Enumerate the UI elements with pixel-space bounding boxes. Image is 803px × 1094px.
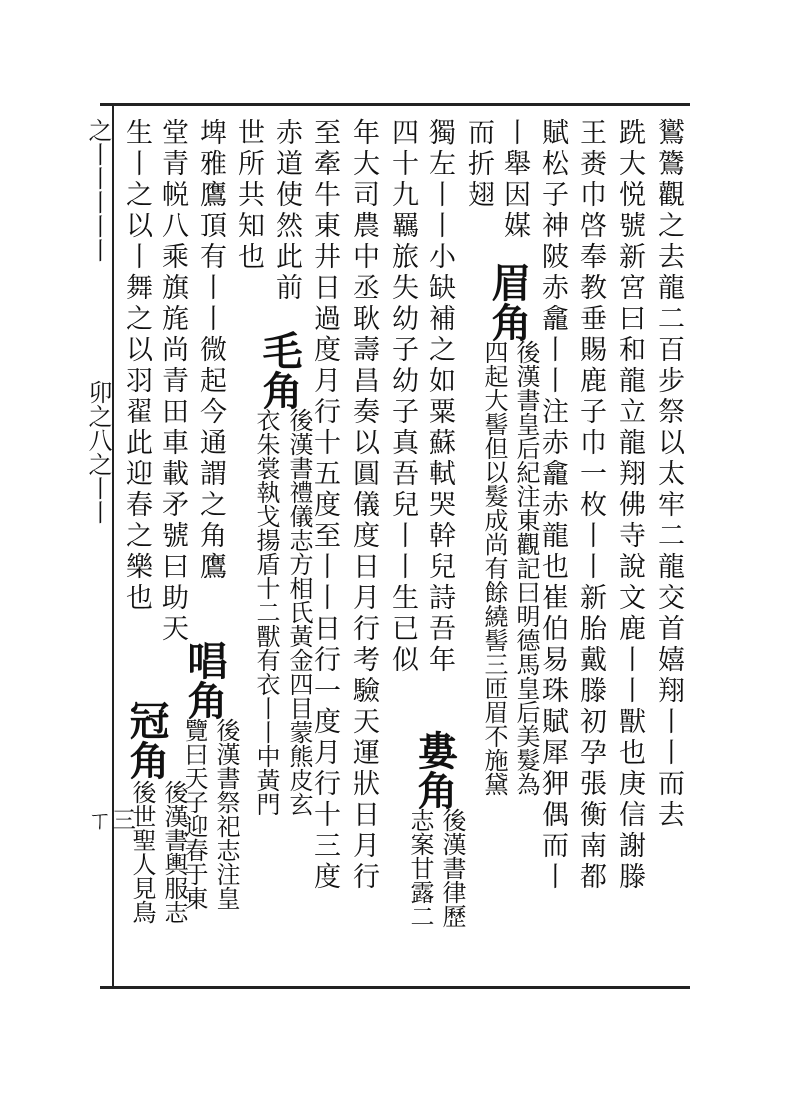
text-column-10: 至牽牛東井日過度月行十五度至丨丨日行一度月行十三度	[309, 118, 340, 893]
edge-left-mid: 卯之八之丨丨	[84, 380, 112, 524]
text-column-11: 赤道使然此前	[271, 118, 302, 304]
left-border	[112, 103, 114, 989]
subcolumn-9: 後漢書輿服志	[160, 780, 188, 924]
subcolumn-1: 後漢書皇后紀注東觀記曰明德馬皇后美髮為	[512, 340, 540, 796]
subcolumn-4: 志案甘露二	[406, 808, 434, 928]
edge-left-top: 之丨丨丨丨丨	[84, 118, 112, 262]
text-column-2: 跣大悦號新宮曰和龍立龍翔佛寺說文鹿丨丨獸也庚信謝滕	[614, 118, 645, 893]
text-column-16: 生丨之以丨舞之以羽翟此迎春之樂也	[121, 118, 152, 614]
subcolumn-6: 衣朱裳執戈揚盾十二獸有衣丨丨中黃門	[252, 408, 280, 816]
subcolumn-8: 覽曰天子迎春于東	[180, 718, 208, 910]
subcolumn-5: 後漢書禮儀志方相氏黃金四目蒙熊皮玄	[285, 408, 313, 816]
text-column-15: 堂青帨八乘旗旄尚青田車載矛號曰助天	[157, 118, 188, 645]
heading-lou-jiao: 婁角	[411, 730, 458, 810]
text-column-7: 獨左丨丨小缺補之如粟蘇軾哭幹兒詩吾年	[424, 118, 455, 676]
top-border	[100, 103, 690, 106]
text-column-14: 埤雅鷹頂有丨丨微起今通謂之角鷹	[195, 118, 226, 583]
text-column-1: 鸑鷟觀之去龍二百步祭以太牢二龍交首嬉翔丨丨而去	[653, 118, 684, 831]
text-column-8: 四十九羈旅失幼子幼子真吾兒丨丨生已似	[387, 118, 418, 676]
text-column-4: 賦松子神陂赤龕丨丨注赤龕赤龍也崔伯易珠賦犀狎偶而丨	[537, 118, 568, 893]
subcolumn-3: 後漢書律歷	[438, 808, 466, 928]
text-column-6: 而折翅	[463, 118, 494, 211]
heading-guan-jiao: 冠角	[123, 700, 170, 780]
subcolumn-2: 四起大髻但以髮成尚有餘繞髻三匝眉不施黛	[480, 340, 508, 796]
text-column-9: 年大司農中丞耿壽昌奏以圓儀度日月行考驗天運狀日月行	[348, 118, 379, 893]
text-column-5: 丨舉因媒	[499, 118, 530, 242]
text-column-3: 王赉巾啓奉教垂賜鹿子巾一枚丨丨新胎戴滕初孕張衡南都	[575, 118, 606, 893]
page-number: ㄒ三	[88, 806, 136, 834]
heading-mao-jiao: 毛角	[256, 330, 303, 410]
subcolumn-7: 後漢書祭祀志注皇	[212, 718, 240, 910]
text-column-12: 世所共知也	[233, 118, 264, 273]
heading-chang-jiao: 唱角	[181, 640, 228, 720]
heading-mei-jiao: 眉角	[485, 262, 532, 342]
subcolumn-10: 後世聖人見鳥	[128, 780, 156, 924]
